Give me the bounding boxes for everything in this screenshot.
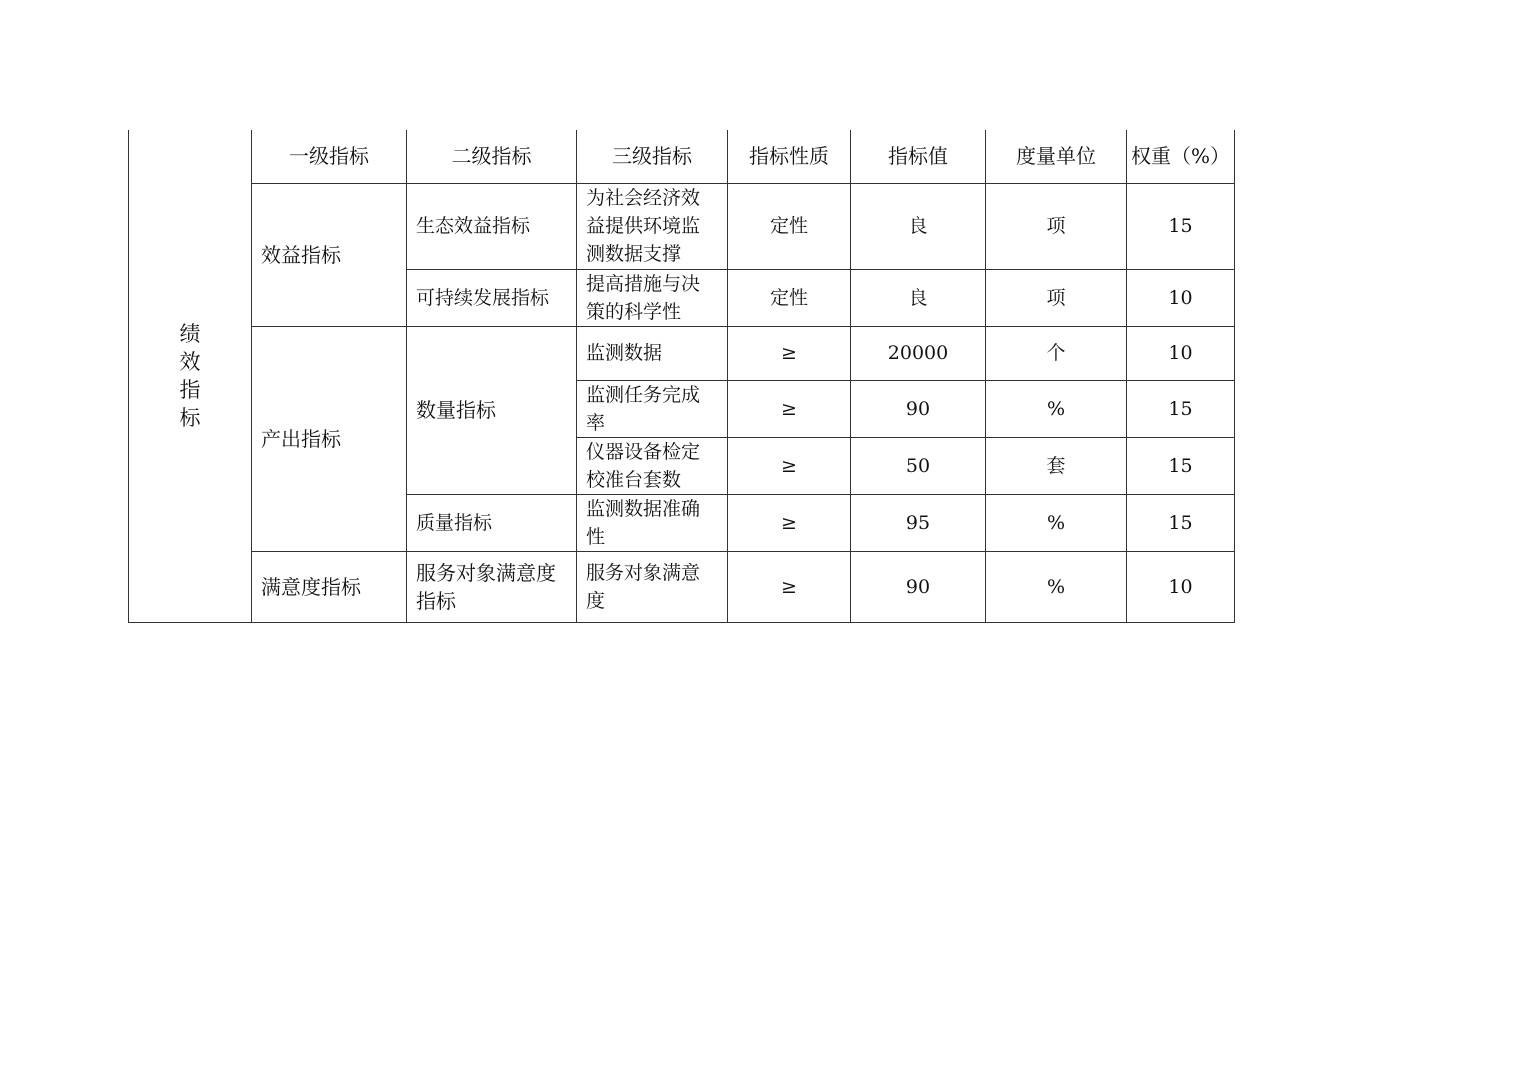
value-cell: 90	[851, 551, 986, 622]
level3-cell: 监测数据	[577, 326, 728, 380]
value-cell: 良	[851, 183, 986, 269]
header-nature: 指标性质	[728, 130, 851, 183]
unit-cell: %	[986, 380, 1127, 437]
weight-cell: 10	[1127, 551, 1235, 622]
nature-cell: ≥	[728, 551, 851, 622]
weight-cell: 15	[1127, 183, 1235, 269]
level3-cell: 仪器设备检定校准台套数	[577, 437, 728, 494]
weight-cell: 15	[1127, 380, 1235, 437]
value-cell: 95	[851, 494, 986, 551]
level1-cell: 效益指标	[252, 183, 407, 326]
weight-cell: 10	[1127, 326, 1235, 380]
unit-cell: 个	[986, 326, 1127, 380]
level3-cell: 提高措施与决策的科学性	[577, 269, 728, 326]
level2-cell: 服务对象满意度指标	[407, 551, 577, 622]
side-label-char: 标	[179, 405, 201, 430]
level2-cell: 可持续发展指标	[407, 269, 577, 326]
header-level1: 一级指标	[252, 130, 407, 183]
value-cell: 50	[851, 437, 986, 494]
nature-cell: ≥	[728, 380, 851, 437]
weight-cell: 10	[1127, 269, 1235, 326]
table-row	[129, 183, 1235, 269]
level3-cell: 监测数据准确性	[577, 494, 728, 551]
side-label-char: 效	[179, 349, 201, 374]
value-cell: 良	[851, 269, 986, 326]
header-weight: 权重（%）	[1127, 130, 1235, 183]
nature-cell: 定性	[728, 183, 851, 269]
level1-cell: 产出指标	[252, 326, 407, 551]
unit-cell: 项	[986, 183, 1127, 269]
value-cell: 20000	[851, 326, 986, 380]
nature-cell: ≥	[728, 437, 851, 494]
header-level3: 三级指标	[577, 130, 728, 183]
level3-cell: 监测任务完成率	[577, 380, 728, 437]
level3-cell: 为社会经济效益提供环境监测数据支撑	[577, 183, 728, 269]
header-level2: 二级指标	[407, 130, 577, 183]
header-unit: 度量单位	[986, 130, 1127, 183]
nature-cell: ≥	[728, 326, 851, 380]
performance-indicator-side-label	[129, 130, 252, 622]
level2-cell: 数量指标	[407, 326, 577, 494]
level3-cell: 服务对象满意度	[577, 551, 728, 622]
side-label-char: 绩	[179, 321, 201, 346]
value-cell: 90	[851, 380, 986, 437]
table-row	[129, 326, 1235, 380]
unit-cell: 套	[986, 437, 1127, 494]
level1-cell: 满意度指标	[252, 551, 407, 622]
level2-cell: 生态效益指标	[407, 183, 577, 269]
weight-cell: 15	[1127, 494, 1235, 551]
unit-cell: 项	[986, 269, 1127, 326]
unit-cell: %	[986, 551, 1127, 622]
level2-cell: 质量指标	[407, 494, 577, 551]
nature-cell: ≥	[728, 494, 851, 551]
header-value: 指标值	[851, 130, 986, 183]
nature-cell: 定性	[728, 269, 851, 326]
performance-indicator-table	[128, 130, 1235, 623]
unit-cell: %	[986, 494, 1127, 551]
side-label-char: 指	[179, 377, 201, 402]
weight-cell: 15	[1127, 437, 1235, 494]
table-row	[129, 551, 1235, 622]
header-row	[129, 130, 1235, 183]
